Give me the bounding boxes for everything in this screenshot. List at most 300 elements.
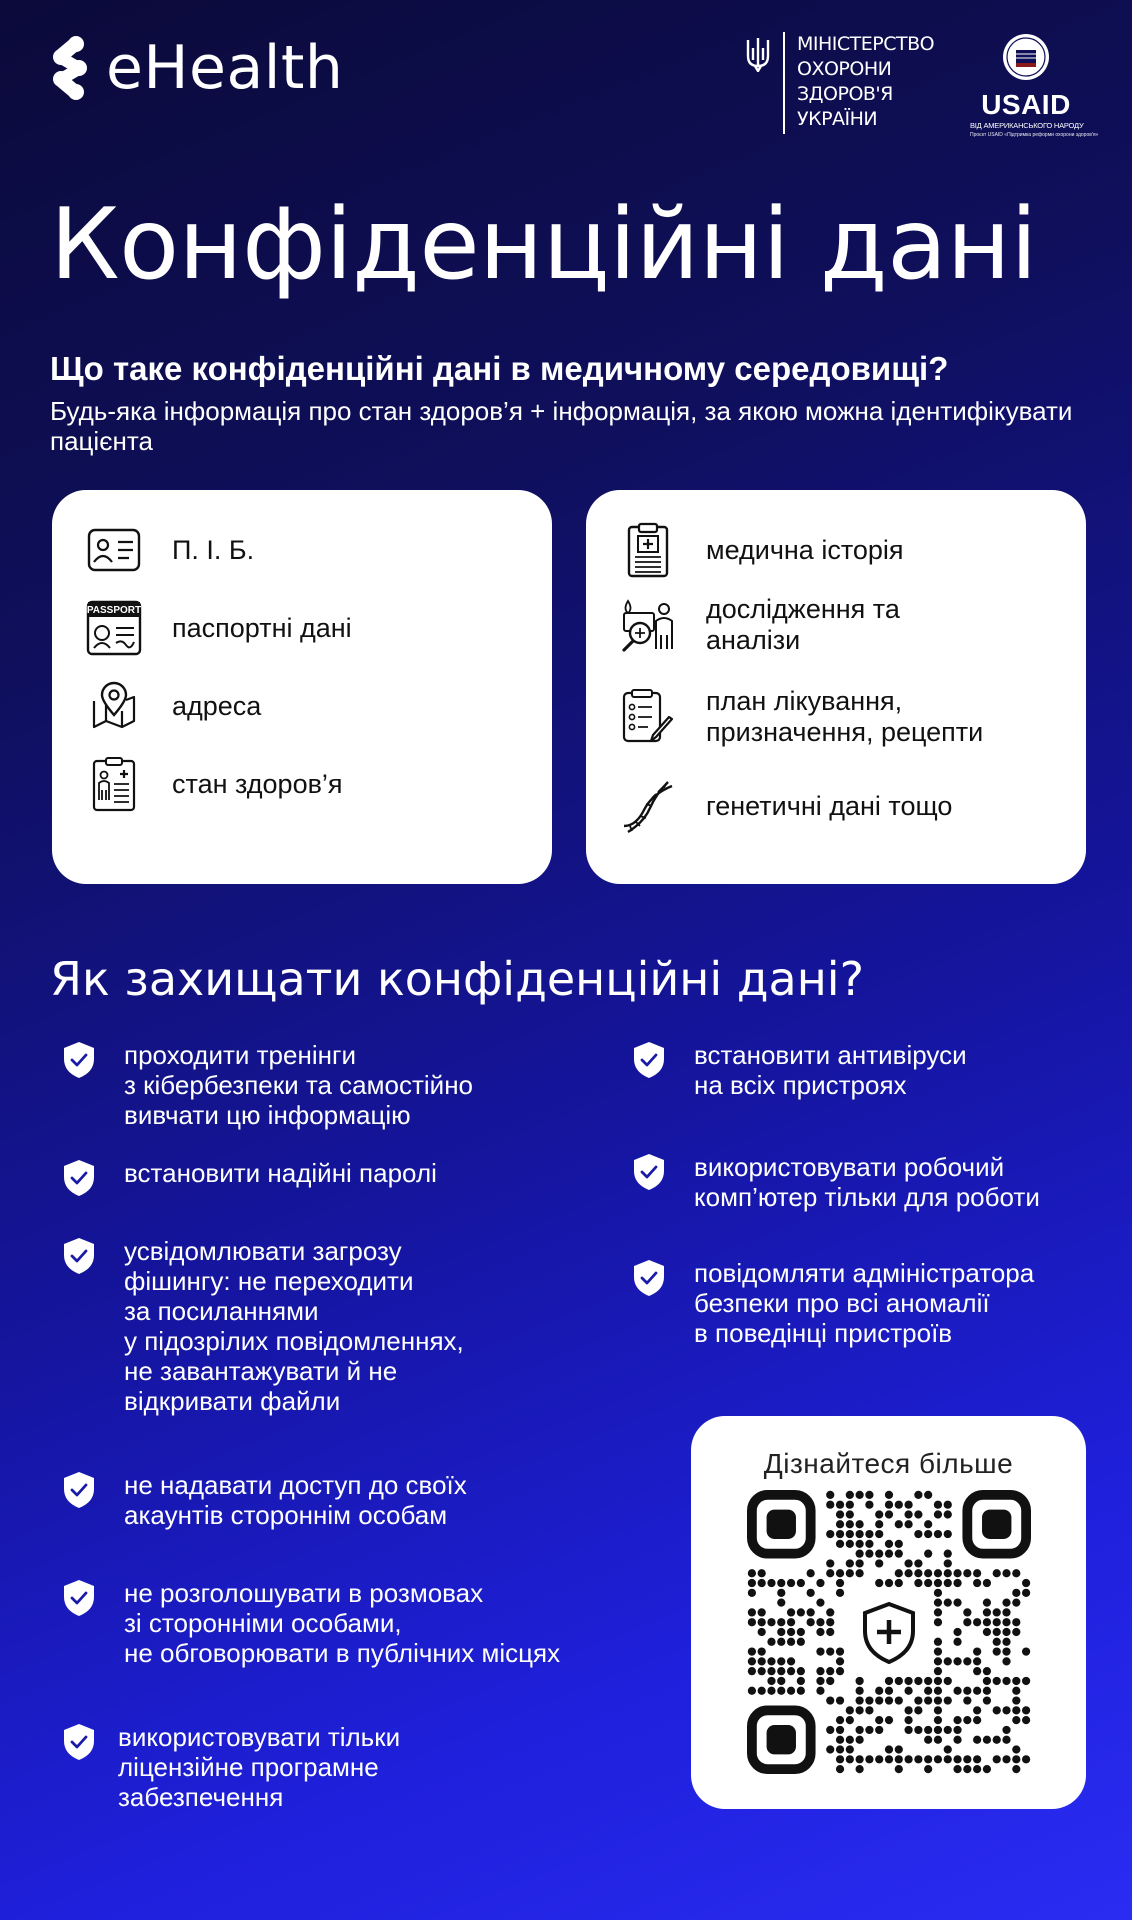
qr-dot (895, 1550, 903, 1558)
card-item-label: дослідження та аналізи (706, 594, 900, 655)
qr-dot (963, 1687, 971, 1695)
qr-dot (924, 1491, 932, 1499)
qr-dot (885, 1677, 893, 1685)
qr-dot (924, 1530, 932, 1538)
qr-dot (914, 1530, 922, 1538)
tip-item (632, 1152, 1040, 1212)
qr-dot (865, 1540, 873, 1548)
tip-text: встановити антивіруси на всіх пристроях (694, 1040, 967, 1100)
qr-dot (875, 1530, 883, 1538)
qr-dot (904, 1520, 912, 1528)
medical-history-icon (620, 522, 676, 578)
qr-dot (973, 1706, 981, 1714)
qr-dot (904, 1501, 912, 1509)
qr-dot (836, 1579, 844, 1587)
card-item-history (620, 522, 904, 578)
qr-dot (826, 1628, 834, 1636)
card-item-label: П. І. Б. (172, 534, 255, 565)
qr-dot (836, 1755, 844, 1763)
qr-code[interactable] (747, 1490, 1031, 1774)
qr-dot (787, 1667, 795, 1675)
qr-dot (904, 1726, 912, 1734)
qr-dot (1022, 1677, 1030, 1685)
qr-dot (934, 1510, 942, 1518)
qr-dot (983, 1599, 991, 1607)
qr-dot (797, 1579, 805, 1587)
qr-dot (895, 1677, 903, 1685)
qr-finder-center (767, 1510, 796, 1539)
qr-dot (846, 1510, 854, 1518)
qr-dot (934, 1638, 942, 1646)
qr-dot (826, 1647, 834, 1655)
qr-dot (777, 1618, 785, 1626)
qr-dot (865, 1755, 873, 1763)
card-item-genetic (620, 778, 952, 834)
qr-dot (895, 1501, 903, 1509)
qr-dot (953, 1579, 961, 1587)
qr-dot (934, 1618, 942, 1626)
qr-dot (748, 1589, 756, 1597)
qr-dot (983, 1696, 991, 1704)
qr-dot (914, 1696, 922, 1704)
qr-dot (826, 1677, 834, 1685)
qr-dot (904, 1687, 912, 1695)
shield-check-icon (632, 1152, 666, 1192)
qr-dot (826, 1608, 834, 1616)
qr-dot (934, 1657, 942, 1665)
ministry-divider (783, 32, 785, 134)
ministry-logo (745, 32, 934, 134)
qr-dot (1012, 1745, 1020, 1753)
qr-dot (856, 1687, 864, 1695)
qr-dot (836, 1530, 844, 1538)
qr-dot (895, 1696, 903, 1704)
qr-dot (1012, 1677, 1020, 1685)
card-item-health (86, 756, 343, 812)
qr-dot (983, 1667, 991, 1675)
qr-dot (875, 1510, 883, 1518)
qr-dot (973, 1716, 981, 1724)
tip-item (62, 1040, 473, 1130)
shield-check-icon (62, 1578, 96, 1618)
qr-dot (748, 1579, 756, 1587)
qr-dot (1012, 1755, 1020, 1763)
qr-dot (816, 1628, 824, 1636)
card-item-research (620, 594, 900, 656)
qr-dot (1002, 1569, 1010, 1577)
qr-dot (934, 1706, 942, 1714)
qr-dot (924, 1520, 932, 1528)
qr-dot (758, 1647, 766, 1655)
qr-dot (826, 1559, 834, 1567)
qr-dot (924, 1755, 932, 1763)
qr-dot (875, 1696, 883, 1704)
qr-dot (807, 1618, 815, 1626)
qr-dot (924, 1550, 932, 1558)
tip-item (632, 1258, 1034, 1348)
qr-dot (875, 1726, 883, 1734)
qr-dot (1012, 1589, 1020, 1597)
usaid-subtext: Проєкт USAID «Підтримка реформи охорони здоров'я» (970, 132, 1099, 138)
qr-dot (914, 1569, 922, 1577)
personal-data-card (52, 490, 552, 884)
qr-dot (856, 1706, 864, 1714)
qr-dot (993, 1628, 1001, 1636)
qr-dot (973, 1657, 981, 1665)
qr-dot (787, 1638, 795, 1646)
qr-dot (895, 1765, 903, 1773)
qr-dot (885, 1550, 893, 1558)
qr-dot (963, 1657, 971, 1665)
qr-dot (856, 1520, 864, 1528)
qr-dot (875, 1559, 883, 1567)
qr-dot (836, 1745, 844, 1753)
qr-dot (895, 1569, 903, 1577)
qr-dot (816, 1618, 824, 1626)
qr-dot (1002, 1755, 1010, 1763)
qr-dot (993, 1647, 1001, 1655)
qr-dot (797, 1687, 805, 1695)
qr-dot (797, 1677, 805, 1685)
qr-dot (934, 1755, 942, 1763)
qr-finder-center (767, 1725, 796, 1754)
qr-dot (836, 1726, 844, 1734)
card-item-label: адреса (172, 690, 262, 721)
qr-dot (914, 1579, 922, 1587)
treatment-plan-icon (620, 689, 676, 745)
qr-dot (953, 1657, 961, 1665)
qr-dot (934, 1569, 942, 1577)
qr-dot (934, 1677, 942, 1685)
research-icon (620, 597, 676, 653)
qr-dot (1002, 1628, 1010, 1636)
qr-dot (758, 1628, 766, 1636)
tip-item (632, 1040, 967, 1100)
qr-dot (944, 1530, 952, 1538)
qr-dot (758, 1657, 766, 1665)
qr-dot (816, 1647, 824, 1655)
qr-dot (1022, 1716, 1030, 1724)
question-description: Будь-яка інформація про стан здоров’я + інформація, за якою можна ідентифікувати пацієнта (50, 396, 1073, 456)
qr-dot (934, 1579, 942, 1587)
qr-dot (807, 1608, 815, 1616)
qr-dot (826, 1569, 834, 1577)
qr-dot (797, 1608, 805, 1616)
qr-dot (924, 1736, 932, 1744)
qr-dot (904, 1677, 912, 1685)
qr-dot (846, 1530, 854, 1538)
qr-dot (748, 1687, 756, 1695)
qr-dot (787, 1579, 795, 1587)
qr-dot (1002, 1677, 1010, 1685)
qr-dot (758, 1569, 766, 1577)
qr-dot (934, 1687, 942, 1695)
qr-dot (904, 1510, 912, 1518)
qr-dot (944, 1726, 952, 1734)
card-item-label: медична історія (706, 534, 904, 565)
qr-dot (1012, 1569, 1020, 1577)
qr-dot (963, 1765, 971, 1773)
qr-dot (993, 1608, 1001, 1616)
qr-dot (875, 1755, 883, 1763)
qr-dot (1012, 1599, 1020, 1607)
qr-dot (777, 1628, 785, 1636)
usaid-seal-icon (1001, 32, 1051, 82)
qr-dot (983, 1765, 991, 1773)
qr-dot (993, 1736, 1001, 1744)
qr-dot (1012, 1765, 1020, 1773)
qr-dot (934, 1726, 942, 1734)
qr-dot (944, 1677, 952, 1685)
qr-dot (934, 1667, 942, 1675)
qr-dot (973, 1755, 981, 1763)
qr-dot (1002, 1599, 1010, 1607)
qr-dot (836, 1510, 844, 1518)
qr-dot (797, 1638, 805, 1646)
qr-dot (758, 1618, 766, 1626)
qr-dot (875, 1579, 883, 1587)
card-item-address (86, 678, 261, 734)
card-item-passport (86, 600, 352, 656)
id-card-icon (86, 522, 142, 578)
qr-dot (885, 1491, 893, 1499)
qr-dot (963, 1569, 971, 1577)
qr-dot (895, 1745, 903, 1753)
qr-dot (1022, 1706, 1030, 1714)
qr-dot (816, 1667, 824, 1675)
plus-icon (877, 1620, 901, 1644)
qr-dot (914, 1510, 922, 1518)
qr-dot (777, 1677, 785, 1685)
qr-dot (875, 1550, 883, 1558)
qr-card[interactable] (691, 1416, 1086, 1809)
qr-dot (836, 1736, 844, 1744)
qr-dot (865, 1726, 873, 1734)
qr-dot (963, 1618, 971, 1626)
qr-dot (993, 1618, 1001, 1626)
qr-dot (748, 1618, 756, 1626)
qr-dot (767, 1618, 775, 1626)
qr-dot (924, 1569, 932, 1577)
qr-dot (924, 1765, 932, 1773)
qr-dot (983, 1579, 991, 1587)
qr-dot (983, 1677, 991, 1685)
qr-dot (836, 1501, 844, 1509)
qr-dot (1012, 1706, 1020, 1714)
qr-dot (983, 1608, 991, 1616)
passport-icon (86, 600, 142, 656)
tip-text: використовувати тільки ліцензійне програмне забезпечення (118, 1722, 401, 1812)
qr-dot (856, 1550, 864, 1558)
qr-dot (807, 1589, 815, 1597)
qr-dot (934, 1501, 942, 1509)
shield-check-icon (632, 1040, 666, 1080)
passport-icon-text: PASSPORT (86, 605, 142, 616)
qr-dot (865, 1491, 873, 1499)
qr-dot (875, 1520, 883, 1528)
qr-dot (963, 1755, 971, 1763)
qr-dot (944, 1745, 952, 1753)
qr-dot (993, 1569, 1001, 1577)
question-title: Що таке конфіденційні дані в медичному середовищі? (50, 350, 949, 387)
qr-dot (885, 1755, 893, 1763)
qr-dot (895, 1540, 903, 1548)
qr-dot (885, 1687, 893, 1695)
tip-item (62, 1236, 464, 1416)
qr-dot (1002, 1657, 1010, 1665)
card-item-name (86, 522, 254, 578)
qr-dot (934, 1608, 942, 1616)
qr-dot (914, 1491, 922, 1499)
qr-dot (777, 1589, 785, 1597)
qr-dot (856, 1540, 864, 1548)
tip-text: усвідомлювати загрозу фішингу: не переходити за посиланнями у підозрілих повідомленнях, не завантажувати й не відкривати файли (124, 1236, 464, 1416)
qr-dot (846, 1716, 854, 1724)
qr-dot (826, 1618, 834, 1626)
qr-dot (944, 1510, 952, 1518)
qr-dot (1012, 1687, 1020, 1695)
qr-title: Дізнайтеся більше (763, 1448, 1014, 1479)
medical-data-card (586, 490, 1086, 884)
qr-dot (914, 1726, 922, 1734)
tip-text: встановити надійні паролі (124, 1158, 437, 1188)
qr-dot (758, 1579, 766, 1587)
qr-dot (895, 1579, 903, 1587)
qr-dot (1002, 1736, 1010, 1744)
tip-item (62, 1470, 467, 1530)
qr-dot (777, 1579, 785, 1587)
qr-dot (846, 1491, 854, 1499)
qr-dot (914, 1755, 922, 1763)
qr-dot (846, 1755, 854, 1763)
qr-dot (767, 1638, 775, 1646)
qr-dot (924, 1696, 932, 1704)
qr-dot (826, 1530, 834, 1538)
qr-dot (846, 1520, 854, 1528)
qr-dot (865, 1550, 873, 1558)
qr-dot (865, 1706, 873, 1714)
map-pin-icon (86, 678, 142, 734)
qr-dot (836, 1696, 844, 1704)
qr-dot (934, 1647, 942, 1655)
qr-dot (944, 1579, 952, 1587)
tip-item (62, 1722, 400, 1812)
qr-dot (973, 1618, 981, 1626)
qr-dot (865, 1530, 873, 1538)
trident-icon (745, 36, 771, 72)
qr-dot (963, 1696, 971, 1704)
qr-dot (1022, 1589, 1030, 1597)
qr-dot (856, 1696, 864, 1704)
health-record-icon (86, 756, 142, 812)
qr-dot (836, 1657, 844, 1665)
qr-dot (777, 1638, 785, 1646)
qr-dot (1002, 1647, 1010, 1655)
qr-dot (807, 1569, 815, 1577)
qr-dot (777, 1657, 785, 1665)
qr-dot (846, 1559, 854, 1567)
qr-dot (1022, 1579, 1030, 1587)
qr-dot (885, 1501, 893, 1509)
qr-dot (983, 1736, 991, 1744)
qr-dot (836, 1540, 844, 1548)
qr-dot (787, 1687, 795, 1695)
qr-dot (836, 1569, 844, 1577)
qr-dot (973, 1687, 981, 1695)
ehealth-logo (50, 32, 343, 104)
qr-dot (856, 1755, 864, 1763)
shield-check-icon (62, 1158, 96, 1198)
qr-dot (846, 1745, 854, 1753)
qr-dot (914, 1677, 922, 1685)
ehealth-logo-text: eHealth (106, 33, 344, 103)
qr-dot (944, 1569, 952, 1577)
qr-dot (963, 1716, 971, 1724)
qr-dot (953, 1716, 961, 1724)
qr-dot (826, 1745, 834, 1753)
qr-dot (777, 1667, 785, 1675)
qr-dot (953, 1736, 961, 1744)
qr-dot (787, 1657, 795, 1665)
qr-dot (758, 1687, 766, 1695)
qr-dot (856, 1569, 864, 1577)
qr-dot (767, 1687, 775, 1695)
qr-dot (816, 1687, 824, 1695)
qr-finder-center (982, 1510, 1011, 1539)
qr-dot (885, 1510, 893, 1518)
usaid-logo (970, 32, 1099, 138)
qr-dot (983, 1687, 991, 1695)
qr-dot (826, 1696, 834, 1704)
shield-check-icon (62, 1722, 96, 1762)
qr-dot (895, 1520, 903, 1528)
qr-dot (1012, 1618, 1020, 1626)
qr-dot (973, 1569, 981, 1577)
qr-dot (993, 1677, 1001, 1685)
qr-dot (973, 1765, 981, 1773)
qr-dot (953, 1687, 961, 1695)
qr-dot (904, 1559, 912, 1567)
qr-dot (924, 1687, 932, 1695)
page-title: Конфіденційні дані (50, 188, 1037, 302)
shield-check-icon (632, 1258, 666, 1298)
qr-dot (944, 1599, 952, 1607)
qr-dot (993, 1706, 1001, 1714)
qr-dot (1002, 1726, 1010, 1734)
qr-dot (1002, 1706, 1010, 1714)
qr-dot (777, 1687, 785, 1695)
qr-dot (865, 1696, 873, 1704)
qr-dot (924, 1677, 932, 1685)
qr-dot (1002, 1608, 1010, 1616)
qr-dot (826, 1491, 834, 1499)
qr-dot (885, 1579, 893, 1587)
qr-dot (836, 1589, 844, 1597)
qr-dot (767, 1657, 775, 1665)
ministry-text: МІНІСТЕРСТВО ОХОРОНИ ЗДОРОВ'Я УКРАЇНИ (797, 33, 935, 130)
qr-dot (856, 1765, 864, 1773)
qr-dot (983, 1628, 991, 1636)
qr-dot (944, 1501, 952, 1509)
qr-dot (904, 1755, 912, 1763)
qr-dot (856, 1530, 864, 1538)
qr-dot (895, 1755, 903, 1763)
qr-dot (953, 1599, 961, 1607)
qr-dot (846, 1540, 854, 1548)
card-item-label: генетичні дані тощо (706, 790, 953, 821)
qr-dot (875, 1687, 883, 1695)
qr-dot (767, 1579, 775, 1587)
